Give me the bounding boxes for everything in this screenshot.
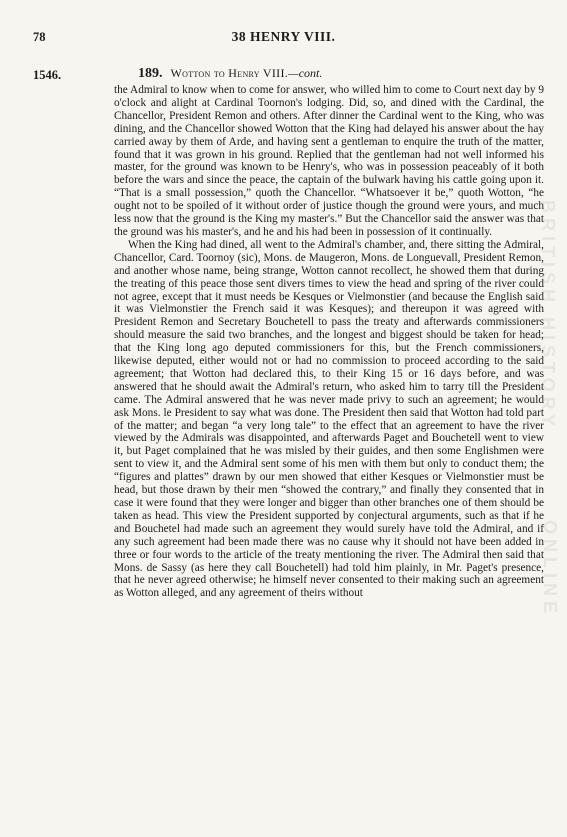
body-text [114,84,544,600]
page-number: 78 [33,30,46,44]
running-title: 38 HENRY VIII. [231,29,336,44]
paragraph-1: the Admiral to know when to come for answer, who willed him to come to Court next day by 9 o'clock and alight at Cardinal Toornon's lodging. Did, so, and dined with the Cardinal, the Chancellor, President Remon and others. After dinner the Cardinal went to the King, who was dining, and the Chancellor showed Wotton that the King had delayed his answer about the hay carried away by them of Arde, and having sent a gentleman to enquire the truth of the matter, found that it was grown in his ground. Replied that the gentleman had not well informed his master, for the ground was known to be Henry's, who was in possession peaceably of it both before the wars and since the peace, the captain of the bulwark having his cattle going upon it. “That is a small possession,” quoth the Chancellor. “Whatsoever it be,” quoth Wotton, “he ought not to be spoiled of it without order of justice though the ground were yours, and much less now that the ground is the King my master's.” But the Chancellor said the answer was that the ground was his master's, and he and his had been in possession of it continually. [114,84,544,238]
entry-title: Wotton to Henry VIII. [170,66,289,80]
entry-year: 1546. [33,68,62,82]
entry-continued: —cont. [288,66,323,80]
entry-number: 189. [138,66,163,81]
paragraph-2: When the King had dined, all went to the Admiral's chamber, and, there sitting the Admiral, Chancellor, Card. Toornoy (sic), Mons. de Maugeron, Mons. de Longuevall, President Remon, and another whose name, being strange, Wotton cannot recollect, he showed them that during the treating of this peace those sent divers times to view the head and spring of the river could not agree, except that it must needs be Kesques or Vielmonstier (and because the English said it was Vielmonstier the French said it was Kesques); and thereupon it was agreed with President Remon and Secretary Bouchetell to pass the treaty and afterwards commissioners should measure the said two branches, and the longest and biggest should be taken for head; that the King long ago deputed commissioners for this, but the French commissioners, likewise deputed, either would not or had no commission to proceed according to the said agreement; that Wotton had declared this, to their King 15 or 16 days before, and was answered that he should await the Admiral's return, who asked him to tarry till the President came. The Admiral answered that he was never made privy to such an agreement; he would ask Mons. le President to say what was done. The President then said that Wotton had told part of the matter; and began “a very long tale” to the effect that an agreement to have the river viewed by the Admirals was disappointed, and afterwards Paget and Bouchetell went to view it, but Paget complained that he was misled by their guides, and then some Englishmen were sent to view it, and the Admiral sent some of his men with them but only to conduct them; the “figures and plattes” drawn by our men showed that either Kesques or Vielmonstier must be head, but those drawn by their men “showed the contrary,” and finally they consented that in case it were found that they were longer and bigger than other branches one of them should be taken as head. This view the President supported by conjectural arguments, such as that if he and Bouchetel had made such an agreement they would surely have told the Admiral, and if any such agreement had been made there was no cause why it should not have been added in three or four words to the article of the treaty mentioning the river. The Admiral then said that Mons. de Sassy (as here they call Bouchetell) had told him plainly, in Mr. Paget's presence, that he never agreed otherwise; he himself never consented to their making such an agreement as Wotton alleged, and any agreement of theirs without [114,238,544,600]
entry-heading [138,66,322,82]
watermark-logo-online: ONLINE [540,520,560,619]
watermark-logo: BRITISH HISTORY [538,200,558,432]
